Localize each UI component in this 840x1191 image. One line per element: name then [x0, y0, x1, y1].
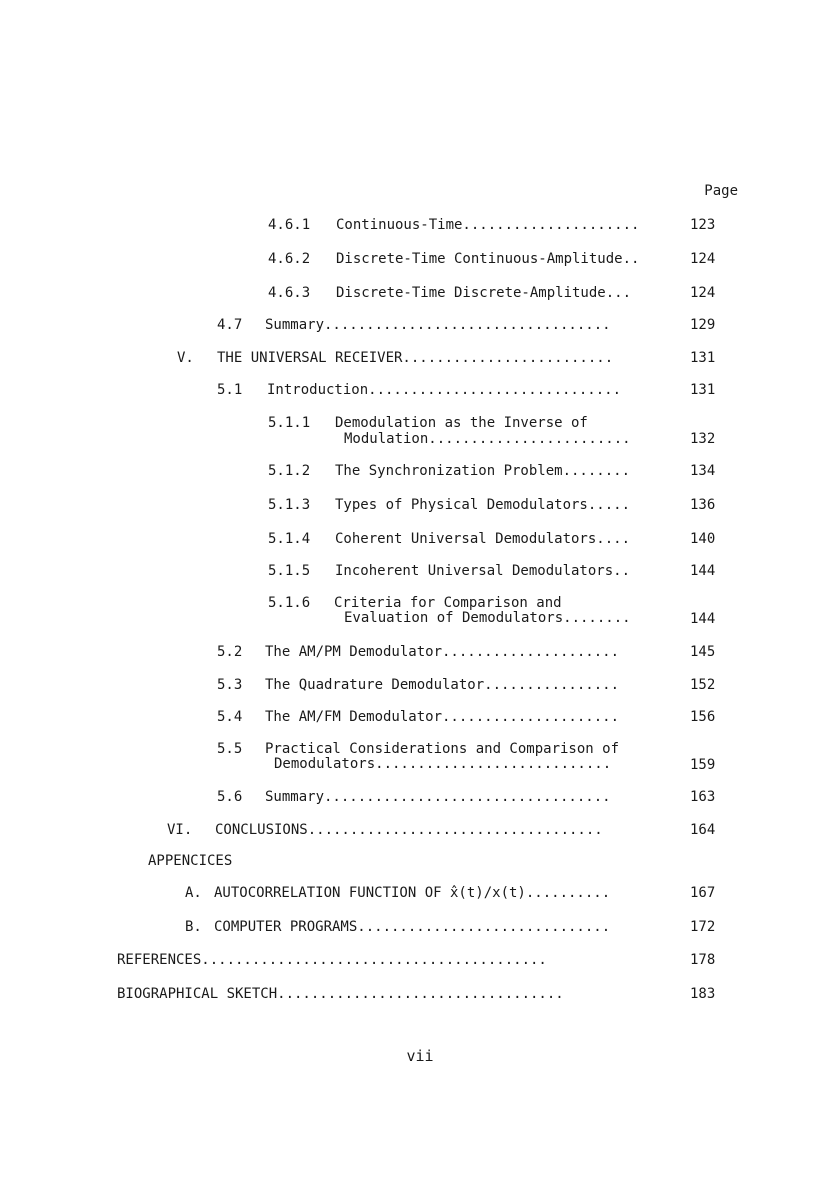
- entry-number: 4.7: [217, 317, 243, 333]
- entry-title-continuation: Modulation........................: [344, 431, 631, 447]
- entry-number: VI.: [167, 822, 193, 838]
- entry-page: 129: [690, 317, 716, 333]
- entry-number: 5.1.4: [268, 531, 311, 547]
- entry-title: Introduction..............................: [267, 382, 622, 398]
- entry-page: 136: [690, 497, 716, 513]
- entry-title: Practical Considerations and Comparison of: [265, 741, 620, 757]
- entry-page: 144: [690, 563, 716, 579]
- entry-number: 4.6.2: [268, 251, 311, 267]
- entry-title: AUTOCORRELATION FUNCTION OF x̂(t)/x(t)..........: [214, 885, 611, 901]
- entry-title: Continuous-Time.....................: [336, 217, 640, 233]
- entry-page: 134: [690, 463, 716, 479]
- entry-number: 5.1.1: [268, 415, 311, 431]
- entry-page: 164: [690, 822, 716, 838]
- entry-number: 5.5: [217, 741, 243, 757]
- entry-number: 4.6.1: [268, 217, 311, 233]
- entry-title: COMPUTER PROGRAMS..............................: [214, 919, 611, 935]
- entry-title: Incoherent Universal Demodulators..: [335, 563, 631, 579]
- entry-page: 124: [690, 285, 716, 301]
- page-column-header: Page: [704, 183, 738, 199]
- entry-page: 123: [690, 217, 716, 233]
- entry-number: B.: [185, 919, 202, 935]
- entry-title: Discrete-Time Continuous-Amplitude..: [336, 251, 640, 267]
- entry-page: 131: [690, 350, 716, 366]
- entry-number: 4.6.3: [268, 285, 311, 301]
- entry-page: 167: [690, 885, 716, 901]
- entry-page: 163: [690, 789, 716, 805]
- entry-title: BIOGRAPHICAL SKETCH..................................: [117, 986, 564, 1002]
- entry-title: CONCLUSIONS...................................: [215, 822, 603, 838]
- entry-page: 145: [690, 644, 716, 660]
- entry-number: 5.1.6: [268, 595, 311, 611]
- entry-page: 140: [690, 531, 716, 547]
- entry-page: 124: [690, 251, 716, 267]
- entry-title: The Synchronization Problem........: [335, 463, 631, 479]
- entry-page: 172: [690, 919, 716, 935]
- toc-entry-5-5: [217, 740, 687, 780]
- appendices-heading: APPENCICES: [148, 853, 233, 869]
- entry-page: 178: [690, 952, 716, 968]
- entry-number: 5.2: [217, 644, 243, 660]
- entry-title: REFERENCES.........................................: [117, 952, 547, 968]
- entry-page: 132: [690, 431, 716, 447]
- entry-number: 5.4: [217, 709, 243, 725]
- entry-title: Demodulation as the Inverse of: [335, 415, 588, 431]
- entry-page: 159: [690, 757, 716, 773]
- entry-title-continuation: Evaluation of Demodulators........: [344, 610, 631, 626]
- entry-number: 5.3: [217, 677, 243, 693]
- entry-number: 5.6: [217, 789, 243, 805]
- toc-entry-5-1-6: [268, 594, 688, 634]
- entry-page: 152: [690, 677, 716, 693]
- entry-title-continuation: Demodulators............................: [274, 756, 612, 772]
- entry-page: 131: [690, 382, 716, 398]
- entry-number: V.: [177, 350, 194, 366]
- entry-page: 183: [690, 986, 716, 1002]
- entry-title: The Quadrature Demodulator................: [265, 677, 620, 693]
- entry-title: Criteria for Comparison and: [334, 595, 562, 611]
- toc-entry-5-1-1: [268, 414, 688, 454]
- entry-number: 5.1.2: [268, 463, 311, 479]
- entry-page: 156: [690, 709, 716, 725]
- page-number: vii: [406, 1047, 434, 1065]
- entry-number: 5.1.3: [268, 497, 311, 513]
- entry-title: Discrete-Time Discrete-Amplitude...: [336, 285, 632, 301]
- entry-title: THE UNIVERSAL RECEIVER.........................: [217, 350, 614, 366]
- entry-page: 144: [690, 611, 716, 627]
- entry-title: Summary..................................: [265, 789, 611, 805]
- entry-title: Coherent Universal Demodulators....: [335, 531, 631, 547]
- entry-title: Types of Physical Demodulators.....: [335, 497, 631, 513]
- entry-number: 5.1.5: [268, 563, 311, 579]
- entry-number: 5.1: [217, 382, 243, 398]
- entry-title: The AM/PM Demodulator.....................: [265, 644, 620, 660]
- entry-number: A.: [185, 885, 202, 901]
- entry-title: The AM/FM Demodulator.....................: [265, 709, 620, 725]
- entry-title: Summary..................................: [265, 317, 611, 333]
